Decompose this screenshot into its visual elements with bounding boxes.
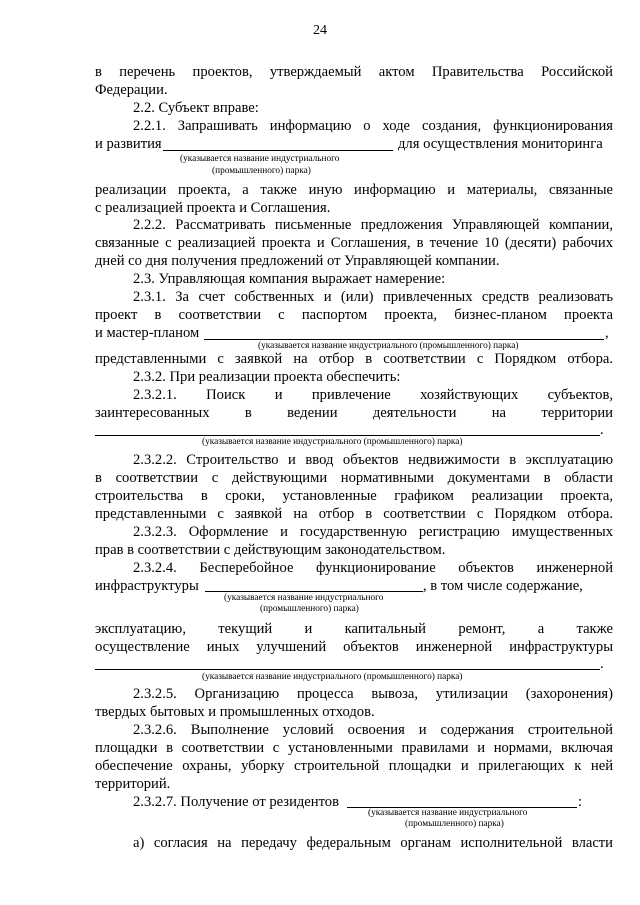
blank-caption: (промышленного) парка) — [405, 819, 504, 829]
blank-caption: (указывается название индустриального (промышленного) парка) — [202, 437, 463, 447]
clause-heading: 2.3.2. При реализации проекта обеспечить: — [133, 369, 401, 385]
clause-heading: 2.2. Субъект вправе: — [133, 100, 259, 116]
text-line: в перечень проектов, утверждаемый актом Правительства Российской — [95, 64, 613, 80]
text-line: Федерации. — [95, 82, 168, 98]
text-line: 2.3.1. За счет собственных и (или) привлеченных средств реализовать — [133, 289, 613, 305]
page-number: 24 — [313, 23, 327, 38]
blank-caption: (указывается название индустриального (промышленного) парка) — [258, 341, 519, 351]
text-line: инфраструктуры — [95, 578, 199, 594]
blank-caption: (указывается название индустриального — [368, 808, 528, 818]
text-line: . — [600, 422, 604, 438]
text-line: территорий. — [95, 776, 171, 792]
text-line: проект в соответствии с паспортом проекта, бизнес-планом проекта — [95, 307, 613, 323]
text-line: осуществление иных улучшений объектов инженерной инфраструктуры — [95, 639, 613, 655]
blank-caption: (указывается название индустриального — [224, 593, 384, 603]
text-line: представленными с заявкой на отбор в соответствии с Порядком отбора. — [95, 506, 613, 522]
text-line: эксплуатацию, текущий и капитальный ремонт, а также — [95, 621, 613, 637]
text-line: реализации проекта, а также иную информацию и материалы, связанные — [95, 182, 613, 198]
text-line: твердых бытовых и промышленных отходов. — [95, 704, 375, 720]
fill-in-blank — [205, 591, 423, 592]
text-line: 2.3.2.6. Выполнение условий освоения и содержания строительной — [133, 722, 613, 738]
fill-in-blank — [204, 339, 604, 340]
text-line: 2.3.2.4. Бесперебойное функционирование объектов инженерной — [133, 560, 613, 576]
text-line: с реализацией проекта и Соглашения. — [95, 200, 331, 216]
fill-in-blank — [95, 669, 600, 670]
text-line: заинтересованных в ведении деятельности на территории — [95, 405, 613, 421]
text-line: 2.3.2.7. Получение от резидентов — [133, 794, 339, 810]
blank-caption: (промышленного) парка) — [212, 166, 311, 176]
text-line: , в том числе содержание, — [423, 578, 583, 594]
text-line: , — [605, 325, 609, 341]
text-line: 2.2.2. Рассматривать письменные предложения Управляющей компании, — [133, 217, 613, 233]
text-line: 2.3.2.2. Строительство и ввод объектов недвижимости в эксплуатацию — [133, 452, 613, 468]
text-line: строительства в сроки, установленные графиком реализации проекта, — [95, 488, 613, 504]
text-line: представленными с заявкой на отбор в соответствии с Порядком отбора. — [95, 351, 613, 367]
blank-caption: (указывается название индустриального (промышленного) парка) — [202, 672, 463, 682]
text-line: в соответствии с действующими нормативными документами в области — [95, 470, 613, 486]
fill-in-blank — [95, 435, 600, 436]
fill-in-blank — [163, 150, 393, 151]
blank-caption: (указывается название индустриального — [180, 154, 340, 164]
text-line: дней со дня получения предложений от Управляющей компании. — [95, 253, 500, 269]
text-line: 2.2.1. Запрашивать информацию о ходе создания, функционирования — [133, 118, 613, 134]
text-line: обеспечение охраны, уборку строительной площадки и прилегающих к ней — [95, 758, 613, 774]
text-line: а) согласия на передачу федеральным органам исполнительной власти — [133, 835, 613, 851]
text-line: 2.3.2.5. Организацию процесса вывоза, утилизации (захоронения) — [133, 686, 613, 702]
text-line: связанные с реализацией проекта и Соглашения, в течение 10 (десяти) рабочих — [95, 235, 613, 251]
text-line: и мастер-планом — [95, 325, 200, 341]
blank-caption: (промышленного) парка) — [260, 604, 359, 614]
text-line: 2.3.2.3. Оформление и государственную регистрацию имущественных — [133, 524, 613, 540]
text-line: и развития — [95, 136, 162, 152]
text-line: : — [578, 794, 583, 810]
clause-heading: 2.3. Управляющая компания выражает намерение: — [133, 271, 446, 287]
text-line: 2.3.2.1. Поиск и привлечение хозяйствующих субъектов, — [133, 387, 613, 403]
text-line: . — [600, 656, 604, 672]
text-line: прав в соответствии с действующим законодательством. — [95, 542, 446, 558]
text-line: площадки в соответствии с установленными правилами и нормами, включая — [95, 740, 613, 756]
text-line: для осуществления мониторинга — [398, 136, 603, 152]
